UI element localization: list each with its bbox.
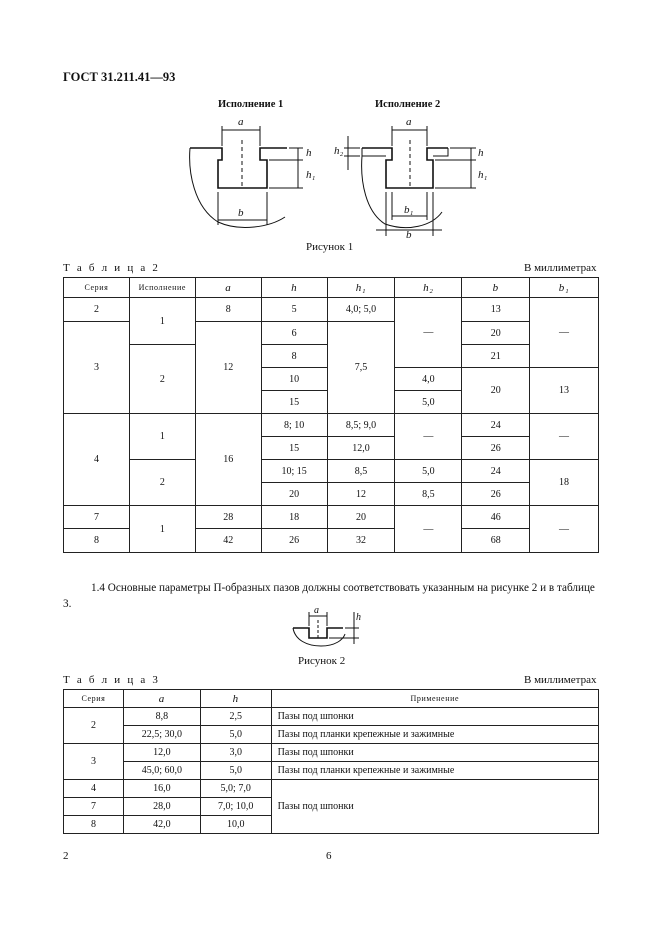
figure1-drawing xyxy=(180,112,490,240)
table-cell: Пазы под шпонки xyxy=(271,780,598,834)
table3-unit: В миллиметрах xyxy=(524,674,597,686)
table-cell: 26 xyxy=(462,483,530,506)
fig2-label-a: a xyxy=(314,605,319,616)
table-cell: — xyxy=(530,298,599,368)
table-cell: 3,0 xyxy=(200,744,271,762)
table-cell: 5,0 xyxy=(200,726,271,744)
table3 xyxy=(63,689,599,834)
fig1-label-a1: a xyxy=(238,116,244,128)
table-cell: 2 xyxy=(64,298,130,322)
table-cell: 32 xyxy=(327,529,395,553)
table-cell: 5,0 xyxy=(395,460,462,483)
table-cell: 2,5 xyxy=(200,708,271,726)
footer-left-number: 2 xyxy=(63,850,69,862)
table-cell: Пазы под планки крепежные и зажимные xyxy=(271,726,598,744)
table-cell: 8 xyxy=(64,816,124,834)
fig1-label-h1: h xyxy=(306,147,312,159)
table3-header-usage: Применение xyxy=(271,690,598,708)
table2-header-a: a xyxy=(195,278,261,298)
table-cell: 3 xyxy=(64,744,124,780)
table-cell: 28,0 xyxy=(123,798,200,816)
table-cell: 1 xyxy=(129,298,195,345)
table-cell: 2 xyxy=(129,345,195,414)
page-number: 6 xyxy=(326,850,332,862)
fig1-label-h2sub2: h₂ xyxy=(334,145,344,157)
table-cell: 7,5 xyxy=(327,322,395,414)
fig1-label-b2: b xyxy=(406,229,412,240)
slot-variant2-drawing xyxy=(344,126,476,236)
paragraph-1-4: 1.4 Основные параметры П-образных пазов должны соответствовать указанным на рисунке 2 и в таблице 3. xyxy=(63,582,595,610)
table2-header-h: h xyxy=(261,278,327,298)
table-cell: 1 xyxy=(129,414,195,460)
figure1-variant2-title: Исполнение 2 xyxy=(375,99,441,110)
fig2-label-h: h xyxy=(356,612,361,623)
fig1-label-h1sub1: h₁ xyxy=(306,169,316,181)
table-cell: 20 xyxy=(261,483,327,506)
figure2-drawing xyxy=(285,604,365,650)
table-cell: 8; 10 xyxy=(261,414,327,437)
table-cell: Пазы под планки крепежные и зажимные xyxy=(271,762,598,780)
fig1-label-h2: h xyxy=(478,147,484,159)
table-cell: 5 xyxy=(261,298,327,322)
table-cell: 1 xyxy=(129,506,195,553)
table-cell: 4 xyxy=(64,414,130,506)
table-cell: 12,0 xyxy=(123,744,200,762)
table-cell: 4 xyxy=(64,780,124,798)
table-cell: 15 xyxy=(261,437,327,460)
table-cell: 24 xyxy=(462,414,530,437)
table-cell: 68 xyxy=(462,529,530,553)
table-cell: 7,0; 10,0 xyxy=(200,798,271,816)
figure2-caption: Рисунок 2 xyxy=(298,655,346,667)
table3-header-h: h xyxy=(200,690,271,708)
table-cell: 12,0 xyxy=(327,437,395,460)
table-cell: 8 xyxy=(261,345,327,368)
table-cell: 13 xyxy=(462,298,530,322)
fig1-label-a2: a xyxy=(406,116,412,128)
table2-header-series: Серия xyxy=(64,278,130,298)
table-cell: 16 xyxy=(195,414,261,506)
fig1-label-b1sub2: b₁ xyxy=(404,204,414,216)
table-cell: 45,0; 60,0 xyxy=(123,762,200,780)
table-cell: 12 xyxy=(195,322,261,414)
table-cell: 6 xyxy=(261,322,327,345)
table-cell: 12 xyxy=(327,483,395,506)
table-cell: 7 xyxy=(64,798,124,816)
table-cell: 16,0 xyxy=(123,780,200,798)
table-cell: 46 xyxy=(462,506,530,529)
table-cell: 26 xyxy=(261,529,327,553)
table-cell: Пазы под шпонки xyxy=(271,744,598,762)
table-cell: 2 xyxy=(129,460,195,506)
table-cell: 5,0 xyxy=(395,391,462,414)
figure1-caption: Рисунок 1 xyxy=(306,241,354,253)
table-cell: 3 xyxy=(64,322,130,414)
table3-caption: Т а б л и ц а 3 xyxy=(63,674,161,686)
table2-header-b1: b₁ xyxy=(530,278,599,298)
table-cell: 2 xyxy=(64,708,124,744)
table2-unit: В миллиметрах xyxy=(524,262,597,274)
table-cell: 22,5; 30,0 xyxy=(123,726,200,744)
table2-header-variant: Исполнение xyxy=(129,278,195,298)
table3-header-series: Серия xyxy=(64,690,124,708)
fig1-label-h1sub2: h₁ xyxy=(478,169,488,181)
table-cell: 5,0; 7,0 xyxy=(200,780,271,798)
table2-header-h2: h₂ xyxy=(395,278,462,298)
table-cell: Пазы под шпонки xyxy=(271,708,598,726)
table-cell: 24 xyxy=(462,460,530,483)
table-cell: 10; 15 xyxy=(261,460,327,483)
table-cell: 8,5 xyxy=(395,483,462,506)
table2-caption: Т а б л и ц а 2 xyxy=(63,262,161,274)
table-cell: 26 xyxy=(462,437,530,460)
table-cell: 8,5 xyxy=(327,460,395,483)
table-cell: 4,0 xyxy=(395,368,462,391)
table-cell: — xyxy=(530,506,599,553)
table-cell: 18 xyxy=(530,460,599,506)
table-cell: — xyxy=(395,298,462,368)
table-cell: 42,0 xyxy=(123,816,200,834)
table3-header-a: a xyxy=(123,690,200,708)
table-cell: 18 xyxy=(261,506,327,529)
slot-variant1-drawing xyxy=(190,126,303,227)
table2 xyxy=(63,277,599,553)
table-cell: 10 xyxy=(261,368,327,391)
table-cell: 20 xyxy=(327,506,395,529)
table2-header-b: b xyxy=(462,278,530,298)
table-cell: 10,0 xyxy=(200,816,271,834)
table-cell: 21 xyxy=(462,345,530,368)
table-cell: 4,0; 5,0 xyxy=(327,298,395,322)
table-cell: 28 xyxy=(195,506,261,529)
table-cell: 15 xyxy=(261,391,327,414)
table-cell: 7 xyxy=(64,506,130,529)
table-cell: 8,5; 9,0 xyxy=(327,414,395,437)
fig1-label-b1: b xyxy=(238,207,244,219)
table-cell: 20 xyxy=(462,322,530,345)
table-cell: — xyxy=(395,506,462,553)
document-code: ГОСТ 31.211.41—93 xyxy=(63,70,176,84)
table2-header-h1: h₁ xyxy=(327,278,395,298)
table-cell: 20 xyxy=(462,368,530,414)
table-cell: 8 xyxy=(64,529,130,553)
table-cell: 5,0 xyxy=(200,762,271,780)
table-cell: 8 xyxy=(195,298,261,322)
table-cell: 13 xyxy=(530,368,599,414)
table-cell: — xyxy=(530,414,599,460)
table-cell: 42 xyxy=(195,529,261,553)
table-cell: — xyxy=(395,414,462,460)
table-cell: 8,8 xyxy=(123,708,200,726)
figure1-variant1-title: Исполнение 1 xyxy=(218,99,284,110)
